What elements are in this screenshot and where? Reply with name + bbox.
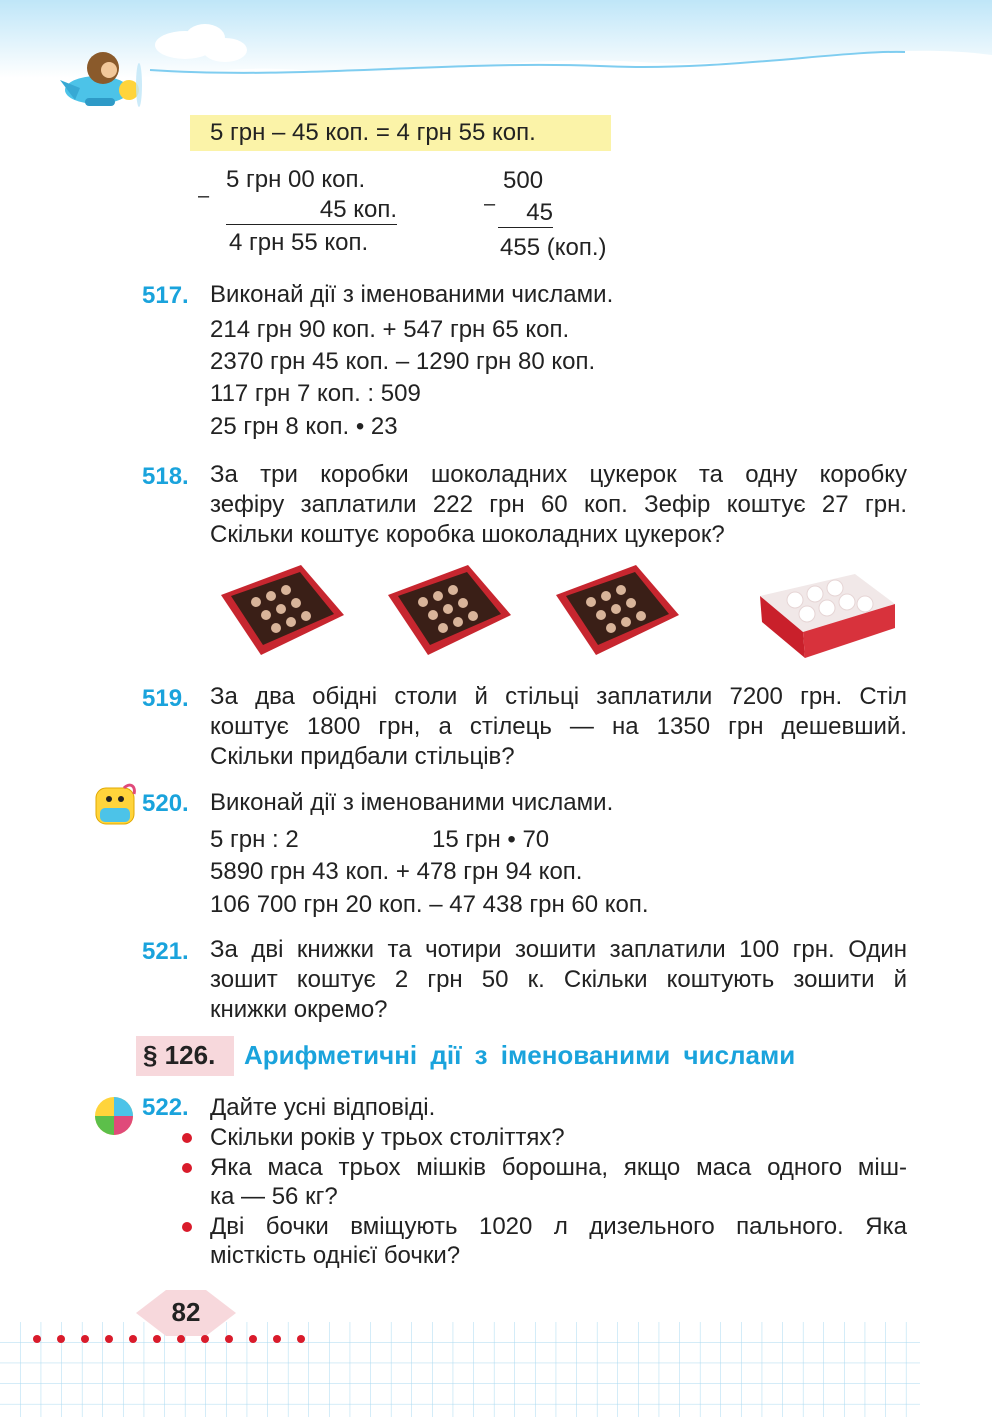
task-line: 117 грн 7 коп. : 509 xyxy=(210,380,421,407)
chocolate-box-image xyxy=(216,560,346,660)
task-number: 518. xyxy=(142,463,189,490)
task-line: 15 грн • 70 xyxy=(432,826,550,853)
section-label: § 126. xyxy=(143,1040,216,1070)
task-text: Виконай дії з іменованими числами. xyxy=(210,281,614,308)
task-line: 5 грн : 2 xyxy=(210,826,299,853)
task-line: За два обідні столи й стільці заплатили 7200 грн. Стіл xyxy=(210,683,907,710)
backpack-icon xyxy=(90,782,140,828)
task-line: 214 грн 90 коп. + 547 грн 65 коп. xyxy=(210,316,570,343)
task-number: 522. xyxy=(142,1094,189,1121)
task-line: За три коробки шоколадних цукерок та одну коробку xyxy=(210,461,907,488)
bullet-text: місткість однієї бочки? xyxy=(210,1242,461,1269)
task-line: зефіру заплатили 222 грн 60 коп. Зефір коштує 27 грн. xyxy=(210,491,907,518)
task-line: 2370 грн 45 коп. – 1290 грн 80 коп. xyxy=(210,348,596,375)
task-text: Виконай дії з іменованими числами. xyxy=(210,789,614,816)
task-line: Скільки придбали стільців? xyxy=(210,743,515,770)
section-title: Арифметичні дії з іменованими числами xyxy=(244,1040,796,1070)
chocolate-box-image xyxy=(551,560,681,660)
bullet-text: Яка маса трьох мішків борошна, якщо маса одного міш- xyxy=(210,1154,907,1181)
task-line: книжки окремо? xyxy=(210,996,388,1023)
column-line-2: 45 коп. xyxy=(226,195,397,225)
bullet-icon xyxy=(182,1222,192,1232)
task-number: 520. xyxy=(142,790,189,817)
bullet-icon xyxy=(182,1133,192,1143)
example-equation: 5 грн – 45 коп. = 4 грн 55 коп. xyxy=(210,119,536,146)
column-line-1: 5 грн 00 коп. xyxy=(226,166,366,193)
task-line: Скільки коштує коробка шоколадних цукерок? xyxy=(210,521,725,548)
bullet-text: ка — 56 кг? xyxy=(210,1183,338,1210)
task-line: 5890 грн 43 коп. + 478 грн 94 коп. xyxy=(210,858,583,885)
puzzle-icon xyxy=(92,1094,136,1138)
task-line: 106 700 грн 20 коп. – 47 438 грн 60 коп. xyxy=(210,891,649,918)
column-line-3: 4 грн 55 коп. xyxy=(229,229,369,256)
marshmallow-box-image xyxy=(755,566,900,662)
task-number: 521. xyxy=(142,938,189,965)
task-line: 25 грн 8 коп. • 23 xyxy=(210,413,398,440)
bullet-text: Скільки років у трьох століттях? xyxy=(210,1124,565,1151)
task-line: зошит коштує 2 грн 50 к. Скільки коштують зошити й xyxy=(210,966,907,993)
column-line-1: 500 xyxy=(503,167,544,194)
page-number: 82 xyxy=(171,1297,201,1327)
task-line: За дві книжки та чотири зошити заплатили 100 грн. Один xyxy=(210,936,907,963)
chocolate-box-image xyxy=(383,560,513,660)
minus-sign: – xyxy=(198,185,210,207)
hedgehog-airplane-icon xyxy=(55,40,150,115)
task-number: 517. xyxy=(142,282,189,309)
bullet-text: Дві бочки вміщують 1020 л дизельного пального. Яка xyxy=(210,1213,907,1240)
column-line-3: 455 (коп.) xyxy=(500,234,607,261)
minus-sign: – xyxy=(484,193,496,215)
bullet-icon xyxy=(182,1163,192,1173)
task-text: Дайте усні відповіді. xyxy=(210,1094,436,1121)
task-line: коштує 1800 грн, а стілець — на 1350 грн дешевший. xyxy=(210,713,907,740)
footer-dots xyxy=(30,1332,320,1346)
task-number: 519. xyxy=(142,685,189,712)
column-line-2: 45 xyxy=(498,198,553,228)
